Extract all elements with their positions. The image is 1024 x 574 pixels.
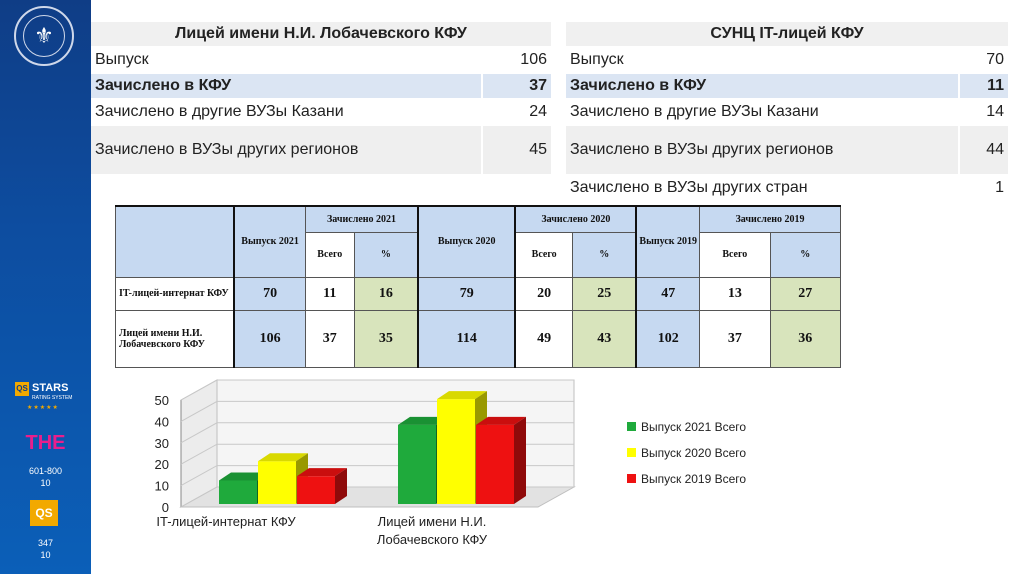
bar [258,461,296,504]
legend-swatch [627,448,636,457]
table-row [116,310,841,367]
header-total: Всего [515,232,572,277]
it-lyceum-summary-table [566,22,1008,202]
table-row [116,277,841,310]
table-title: СУНЦ IT-лицей КФУ [566,22,1008,47]
category-label: IT-лицей-интернат КФУ [156,514,296,529]
qs-num: 10 [40,550,51,560]
header-zach2019: Зачислено 2019 [700,206,841,232]
cell-value: 49 [515,310,572,367]
bar [476,425,514,504]
header-vyp2021: Выпуск 2021 [234,206,305,277]
cell-value: 37 [700,310,770,367]
row-value: 106 [482,47,551,73]
row-label: IT-лицей-интернат КФУ [116,277,235,310]
row-value: 1 [959,175,1008,201]
table-title: Лицей имени Н.И. Лобачевского КФУ [91,22,551,47]
grid-corner [116,206,235,277]
university-logo [14,6,74,66]
bar [437,399,475,504]
row-value: 45 [482,125,551,175]
header-pct: % [354,232,418,277]
row-value: 37 [482,73,551,99]
stars-sub: RATING SYSTEM [32,395,73,401]
row-label: Лицей имени Н.И. Лобачевского КФУ [116,310,235,367]
row-value: 44 [959,125,1008,175]
row-label: Зачислено в ВУЗы других регионов [566,125,959,175]
cell-value: 36 [770,310,840,367]
y-axis-ticks [155,393,169,515]
chart-legend [627,420,746,486]
y-tick-label: 30 [154,435,169,451]
y-tick-label: 50 [154,393,169,408]
stars-rating-icon: ★★★★★ [27,405,59,411]
cell-value: 70 [234,277,305,310]
cell-value: 114 [418,310,515,367]
header-total: Всего [305,232,354,277]
cell-value: 13 [700,277,770,310]
row-value: 24 [482,99,551,125]
bar [398,425,436,504]
the-logo: THE [25,432,66,454]
bar [297,476,335,504]
legend-label: Выпуск 2019 Всего [641,472,747,486]
x-axis-labels [156,514,487,547]
lobachevsky-summary-table [91,22,551,176]
qs-stars-badge [15,382,77,412]
cell-value: 43 [572,310,636,367]
cell-value: 20 [515,277,572,310]
row-value: 11 [959,73,1008,99]
row-label: Выпуск [91,47,482,73]
row-label: Зачислено в другие ВУЗы Казани [91,99,482,125]
admissions-grid-table [115,205,841,368]
bar [219,480,257,504]
sidebar [0,0,91,574]
legend-label: Выпуск 2020 Всего [641,446,747,460]
row-label: Выпуск [566,47,959,73]
qs-rank: 347 [37,538,54,548]
row-value: 70 [959,47,1008,73]
cell-value: 102 [636,310,699,367]
cell-value: 79 [418,277,515,310]
cell-value: 16 [354,277,418,310]
row-value: 14 [959,99,1008,125]
header-pct: % [770,232,840,277]
graduates-bar-chart [115,374,795,564]
cell-value: 35 [354,310,418,367]
cell-value: 27 [770,277,840,310]
legend-swatch [627,422,636,431]
cell-value: 25 [572,277,636,310]
the-rank: 601-800 [28,466,63,476]
row-label: Зачислено в другие ВУЗы Казани [566,99,959,125]
cell-value: 37 [305,310,354,367]
header-pct: % [572,232,636,277]
row-label: Зачислено в ВУЗы других регионов [91,125,482,175]
row-label: Зачислено в КФУ [566,73,959,99]
legend-swatch [627,474,636,483]
y-tick-label: 10 [154,478,169,494]
category-label: Лицей имени Н.И. Лобачевского КФУ [376,514,488,547]
cell-value: 11 [305,277,354,310]
y-tick-label: 20 [154,457,169,473]
header-zach2021: Зачислено 2021 [305,206,418,232]
cell-value: 47 [636,277,699,310]
logo-emblem-icon: ⚜ [23,15,65,57]
qs-logo: QS [30,500,58,526]
legend-label: Выпуск 2021 Всего [641,420,747,434]
header-vyp2020: Выпуск 2020 [418,206,515,277]
the-num: 10 [40,478,51,488]
y-tick-label: 40 [154,414,169,430]
side-wall [181,380,217,507]
qs-stars-icon: QS [15,382,29,396]
header-zach2020: Зачислено 2020 [515,206,636,232]
row-label: Зачислено в КФУ [91,73,482,99]
row-label: Зачислено в ВУЗы других стран [566,175,959,201]
cell-value: 106 [234,310,305,367]
header-total: Всего [700,232,770,277]
header-vyp2019: Выпуск 2019 [636,206,699,277]
bar-side [514,417,526,504]
y-tick-label: 0 [161,500,169,515]
stars-label: STARS [32,382,69,394]
